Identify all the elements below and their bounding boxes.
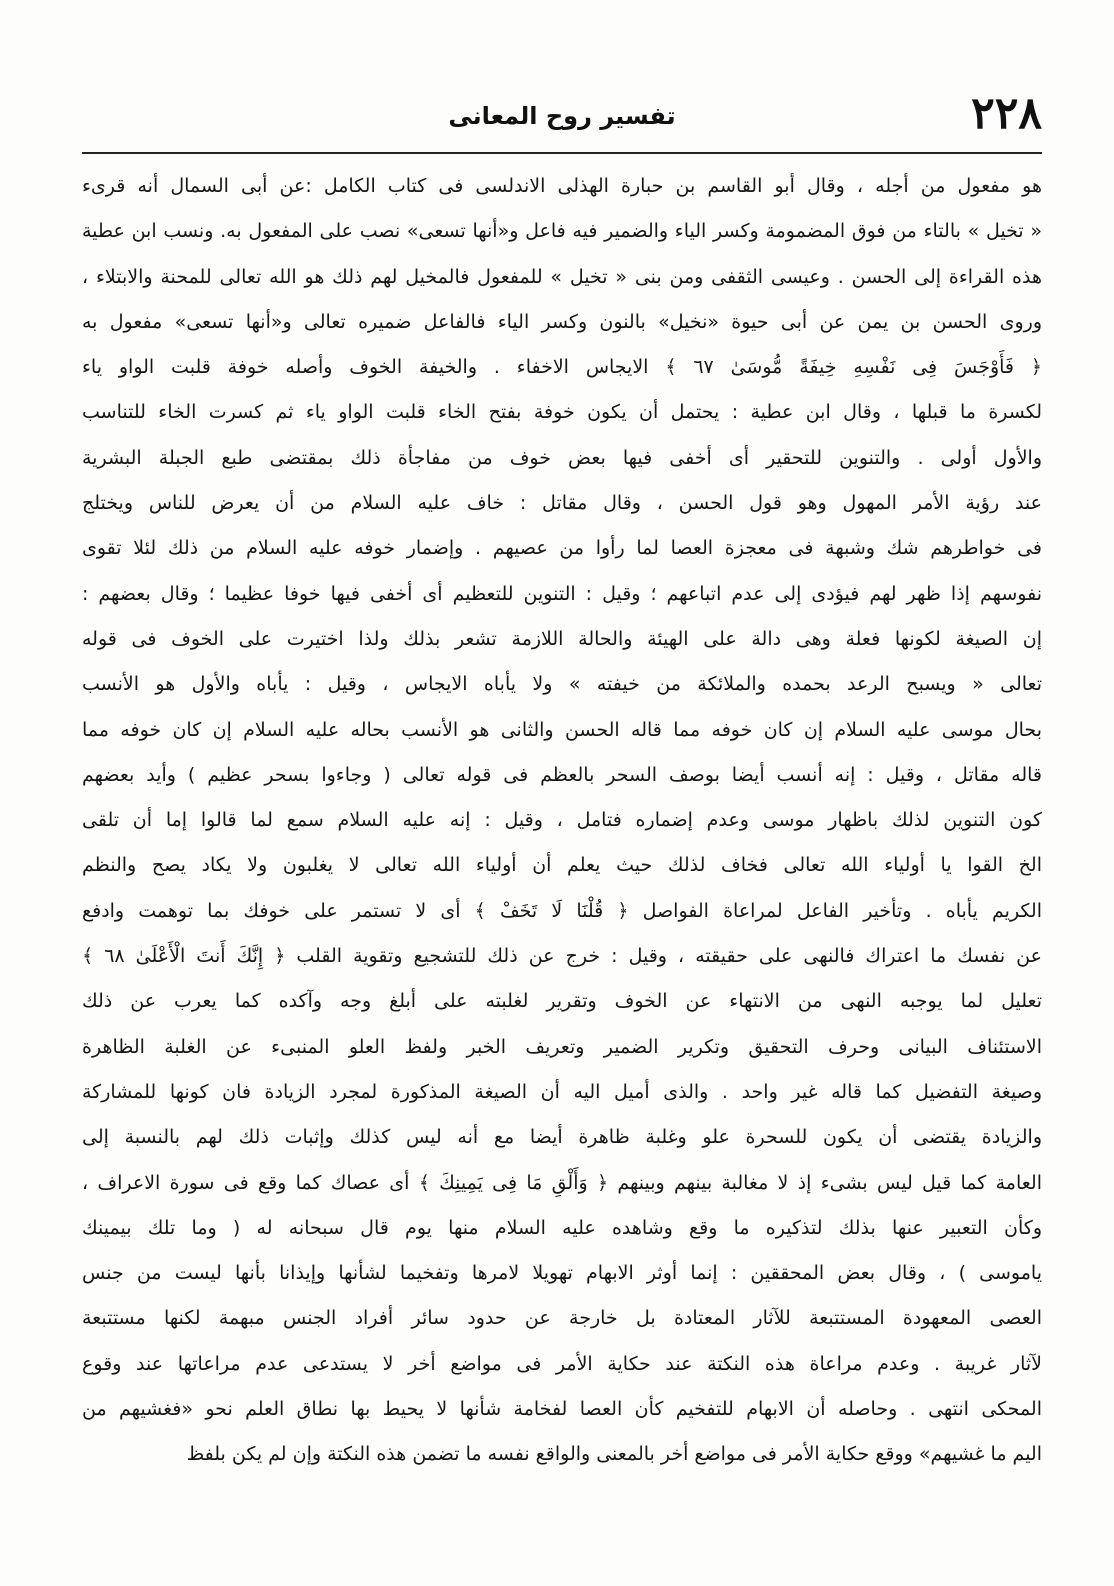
text-line: هو مفعول من أجله ، وقال أبو القاسم بن حبارة الهذلى الاندلسى فى كتاب الكامل :عن أبى السمال أنه قرىء — [82, 175, 1042, 197]
text-line: عند رؤية الأمر المهول وهو قول الحسن ، وقال مقاتل : خاف عليه السلام من أن يعرض للناس ويختلج — [82, 492, 1042, 515]
text-line: هذه القراءة إلى الحسن . وعيسى الثقفى ومن بنى « تخيل » للمفعول فالمخيل لهم ذلك هو الله تعالى للمحنة والابتلاء ، — [82, 265, 1042, 288]
text-line: تعليل لما يوجبه النهى من الانتهاء عن الخوف وتقرير لغلبته على أبلغ وجه وآكده كما يعرب عن ذلك — [82, 990, 1042, 1013]
text-line: فى خواطرهم شك وشبهة فى معجزة العصا لما رأوا من عصيهم . وإضمار خوفه عليه السلام من ذلك لئلا تقوى — [82, 537, 1042, 560]
text-line: إن الصيغة لكونها فعلة وهى دالة على الهيئة والحالة اللازمة تشعر بذلك ولذا اختيرت على الخوف فى قوله — [82, 627, 1042, 650]
text-line: لكسرة ما قبلها ، وقال ابن عطية : يحتمل أن يكون خوفة بفتح الخاء قلبت الواو ياء ثم كسرت الخاء للتناسب — [82, 401, 1042, 424]
text-line: « تخيل » بالتاء من فوق المضمومة وكسر الياء والضمير فيه فاعل و«أنها تسعى» نصب على المفعول به. ونسب ابن عطية — [82, 220, 1042, 243]
text-line: قاله مقاتل ، وقيل : إنه أنسب أيضا بوصف السحر بالعظم فى قوله تعالى ( وجاءوا بسحر عظيم ) وأيد بعضهم — [82, 763, 1042, 786]
body-text — [82, 164, 1042, 1478]
running-title: تفسير روح المعانى — [448, 102, 676, 130]
verse-line: الكريم يأباه . وتأخير الفاعل لمراعاة الفواصل ﴿ قُلْنَا لَا تَخَفْ ﴾ أى لا تستمر على خوفك بما توهمت وادفع — [82, 899, 1042, 922]
verse-line: ﴿ فَأَوْجَسَ فِى نَفْسِهِ خِيفَةً مُّوسَىٰ ٦٧ ﴾ الايجاس الاخفاء . والخيفة الخوف وأصله خوفة قلبت الواو ياء — [82, 356, 1042, 379]
header-divider — [82, 152, 1042, 154]
text-line: اليم ما غشيهم» ووقع حكاية الأمر فى مواضع أخر بالمعنى والواقع نفسه ما تضمن هذه النكتة وإن لم يكن بلفظ — [186, 1443, 1042, 1466]
text-line: لآثار غريبة . وعدم مراعاة هذه النكتة عند حكاية الأمر فى مواضع أخر لا يستدعى عدم مراعاتها عند وقوع — [82, 1352, 1042, 1375]
text-line: الاستئناف البيانى وحرف التحقيق وتكرير الضمير وتعريف الخبر ولفظ العلو المنبىء عن الغلبة الظاهرة — [82, 1035, 1042, 1058]
text-line: ياموسى ) ، وقال بعض المحققين : إنما أوثر الابهام تهويلا لامرها وتفخيما لشأنها وإيذانا بأنها ليست من جنس — [82, 1262, 1042, 1285]
text-line: بحال موسى عليه السلام إن كان خوفه مما قاله الحسن والثانى هو الأنسب بحاله عليه السلام إن كان خوفه مما — [82, 718, 1042, 741]
text-line: والزيادة يقتضى أن يكون للسحرة علو وغلبة ظاهرة أيضا مع أنه ليس كذلك وإثبات ذلك لهم بالنسبة إلى — [82, 1126, 1042, 1149]
text-line: نفوسهم إذا ظهر لهم فيؤدى إلى عدم اتباعهم ؛ وقيل : التنوين للتعظيم أى أخفى فيها خوفا عظيما ؛ وقال بعضهم : — [82, 582, 1042, 605]
text-line: العصى المعهودة المستتبعة للآثار المعتادة بل خارجة عن حدود سائر أفراد الجنس مبهمة لكنها مستتبعة — [82, 1307, 1042, 1330]
verse-line: عن نفسك ما اعتراك فالنهى على حقيقته ، وقيل : خرج عن ذلك للتشجيع وتقوية القلب ﴿ إِنَّكَ أَنتَ الْأَعْلَىٰ ٦٨ ﴾ — [82, 945, 1042, 968]
text-line: والأول أولى . والتنوين للتحقير أى أخفى فيها بعض خوف من مفاجأة ذلك بمقتضى طبع الجبلة البشرية — [82, 446, 1042, 469]
text-line: الخ القوا يا أولياء الله تعالى فخاف لذلك حيث يعلم أن أولياء الله تعالى لا يغلبون ولا يكاد يصح والنظم — [82, 854, 1042, 877]
text-line: وروى الحسن بن يمن عن أبى حيوة «نخيل» بالنون وكسر الياء فالفاعل ضميره تعالى و«أنها تسعى» مفعول به — [82, 310, 1042, 333]
text-line: كون التنوين لذلك باظهار موسى وعدم إضماره فتامل ، وقيل : إنه عليه السلام سمع لما قالوا إما أن تلقى — [82, 809, 1042, 832]
text-line: وصيغة التفضيل كما قاله غير واحد . والذى أميل اليه أن الصيغة المذكورة لمجرد الزيادة فان كونها للمشاركة — [82, 1080, 1042, 1103]
page-number: ٢٢٨ — [971, 88, 1042, 139]
text-line: تعالى « ويسبح الرعد بحمده والملائكة من خيفته » ولا يأباه الايجاس ، وقيل : يأباه والأول هو الأنسب — [82, 673, 1042, 696]
text-line: المحكى انتهى . وحاصله أن الابهام للتفخيم كأن العصا لفخامة شأنها لا يحيط بها نطاق العلم نحو «فغشيهم من — [82, 1398, 1042, 1421]
page-header — [82, 88, 1042, 148]
text-line: وكأن التعبير عنها بذلك لتذكيره ما وقع وشاهده عليه السلام منها يوم قال سبحانه له ( وما تلك بيمينك — [82, 1216, 1042, 1239]
verse-line: العامة كما قيل ليس بشىء إذ لا مغالبة بينهم وبينهم ﴿ وَأَلْقِ مَا فِى يَمِينِكَ ﴾ أى عصاك كما وقع فى سورة الاعراف ، — [82, 1171, 1042, 1194]
